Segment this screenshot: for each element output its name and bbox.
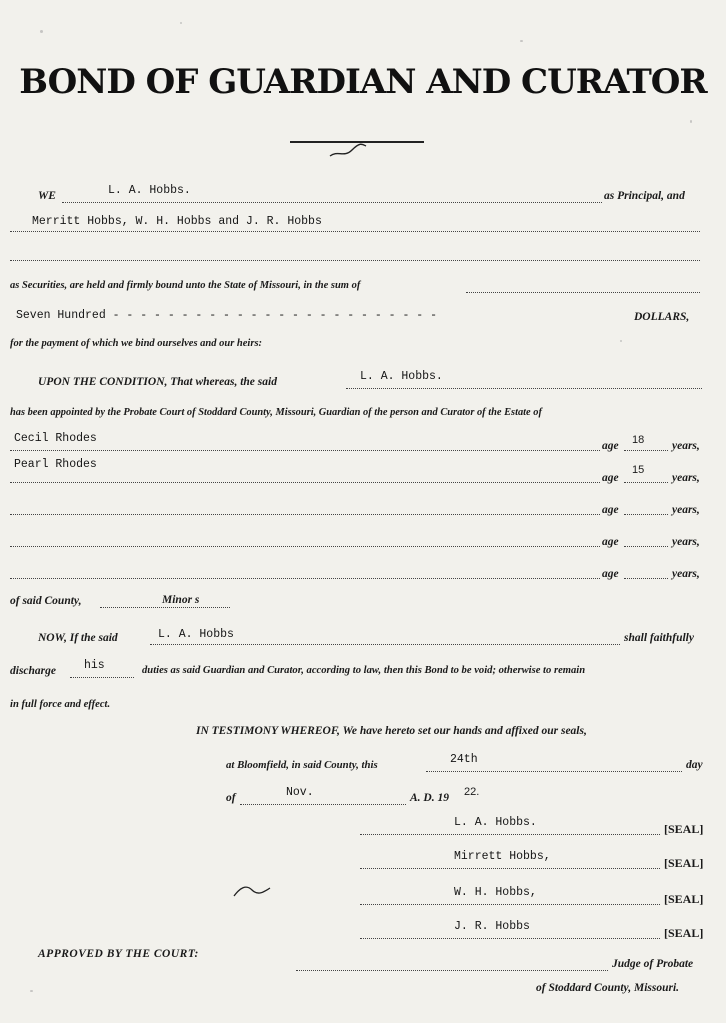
minor-word: Minor s [162,594,200,606]
margin-squiggle [232,880,272,900]
duties-text: duties as said Guardian and Curator, according to law, then this Bond to be void; otherwise to remain [142,665,586,676]
condition-line [346,388,702,389]
seal-label: [SEAL] [664,822,704,836]
seal-label: [SEAL] [664,892,704,906]
title-squiggle [328,142,368,160]
signature-row [0,852,726,874]
signature-line [360,938,660,939]
row-blank-1 [0,244,726,266]
signature-name: Mirrett Hobbs, [454,850,551,863]
as-securities-text: as Securities, are held and firmly bound unto the State of Missouri, in the sum of [10,280,361,291]
appointed-text: has been appointed by the Probate Court of Stoddard County, Missouri, Guardian of the person and Curator of the Estate of [10,407,542,418]
scan-speck [690,120,692,123]
discharge-label: discharge [10,665,56,677]
of-county-label: of said County, [10,595,82,607]
seal-label: [SEAL] [664,926,704,940]
minor-line [10,482,600,483]
now-label: NOW, If the said [38,632,118,644]
age-label: age [602,440,619,452]
dollars-label: DOLLARS, [634,311,690,323]
year-value: 22. [464,786,480,798]
principal-name: L. A. Hobbs. [108,184,191,197]
at-text: at Bloomfield, in said County, this [226,759,378,771]
sum-words: Seven Hundred - - - - - - - - - - - - - - - - - - - - - - - - [16,309,437,322]
signature-name: J. R. Hobbs [454,920,530,933]
now-name: L. A. Hobbs [158,628,234,641]
month-line [240,804,406,805]
month-value: Nov. [286,786,314,799]
minor-row [0,434,726,456]
row-condition [0,370,726,396]
minor-line [10,578,600,579]
minor-row [0,530,726,552]
age-line [624,450,668,451]
condition-name: L. A. Hobbs. [360,370,443,383]
full-force-text: in full force and effect. [10,699,111,710]
county-line [100,607,230,608]
age-line [624,546,668,547]
row-county-minor [0,593,726,615]
row-appointed [0,407,726,429]
age-label: age [602,568,619,580]
day-value: 24th [450,753,478,766]
approved-label: APPROVED BY THE COURT: [38,948,199,960]
condition-label: UPON THE CONDITION, That whereas, the said [38,376,277,388]
minor-line [10,450,600,451]
discharge-line [70,677,134,678]
ad-label: A. D. 19 [410,792,449,804]
minor-age: 15 [632,464,645,476]
scan-speck [40,30,43,33]
minor-age: 18 [632,434,645,446]
row-sum [0,309,726,331]
as-principal-label: as Principal, and [604,190,685,202]
row-county [0,982,726,1004]
row-at-bloomfield [0,753,726,779]
years-label: years, [672,472,700,484]
minor-name: Cecil Rhodes [14,432,97,445]
minor-line [10,514,600,515]
payment-text: for the payment of which we bind ourselves and our heirs: [10,338,263,349]
scan-speck [30,990,33,992]
scan-speck [520,40,523,42]
years-label: years, [672,504,700,516]
minor-line [10,546,600,547]
age-line [624,482,668,483]
years-label: years, [672,568,700,580]
minor-row [0,460,726,482]
scan-speck [180,22,182,24]
document-title: BOND OF GUARDIAN AND CURATOR [19,62,707,102]
minor-row [0,562,726,584]
seal-label: [SEAL] [664,856,704,870]
sum-line [466,292,700,293]
discharge-word: his [84,659,105,672]
signature-line [360,834,660,835]
testimony-text: IN TESTIMONY WHEREOF, We have hereto set our hands and affixed our seals, [196,725,587,737]
scan-speck [620,340,622,342]
now-line [150,644,620,645]
principal-line [62,202,602,203]
signature-name: L. A. Hobbs. [454,816,537,829]
row-principal [0,184,726,210]
signature-row [0,922,726,944]
signature-row [0,818,726,840]
age-label: age [602,536,619,548]
age-label: age [602,472,619,484]
securities-names: Merritt Hobbs, W. H. Hobbs and J. R. Hobbs [32,215,322,228]
of-label: of [226,792,236,804]
age-label: age [602,504,619,516]
row-payment [0,338,726,360]
signature-line [360,904,660,905]
row-securities-names [0,215,726,237]
row-judge [0,958,726,980]
signature-name: W. H. Hobbs, [454,886,537,899]
securities-line-2 [10,260,700,261]
row-now [0,630,726,652]
row-as-securities [0,280,726,302]
row-testimony [0,723,726,745]
securities-line-1 [10,231,700,232]
signature-row [0,888,726,910]
minor-row [0,498,726,520]
minor-name: Pearl Rhodes [14,458,97,471]
day-label: day [686,759,703,771]
county-label: of Stoddard County, Missouri. [536,982,680,994]
row-date [0,786,726,812]
day-line [426,771,682,772]
row-full-force [0,697,726,719]
row-discharge [0,661,726,683]
years-label: years, [672,536,700,548]
judge-line [296,970,608,971]
age-line [624,514,668,515]
judge-label: Judge of Probate [612,958,694,970]
we-label: WE [38,190,56,202]
years-label: years, [672,440,700,452]
age-line [624,578,668,579]
signature-line [360,868,660,869]
faithfully-label: shall faithfully [624,632,694,644]
